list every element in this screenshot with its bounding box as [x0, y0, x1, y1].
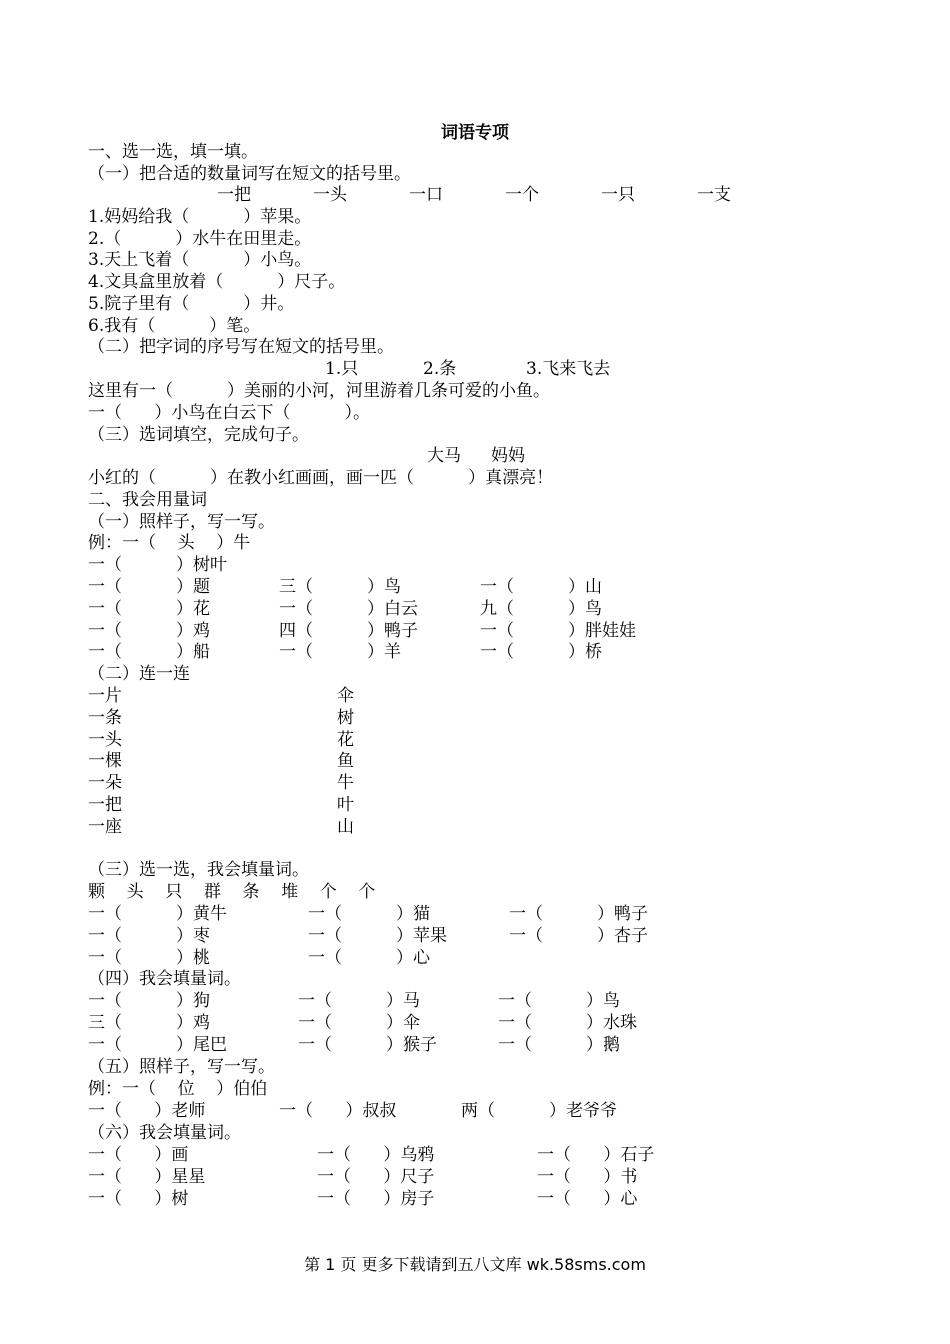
- fill-item: 两（ ）老爷爷: [461, 1101, 618, 1121]
- option-word: 一只: [601, 185, 635, 205]
- question-line: 6.我有（ ）笔。: [88, 316, 261, 336]
- match-left-item: 一朵: [88, 773, 122, 793]
- fill-item: 一（ ）桃: [88, 948, 211, 968]
- question-line: 一（ ）树叶: [88, 555, 228, 575]
- fill-item: 一（ ）星星: [88, 1167, 206, 1187]
- fill-item: 一（ ）羊: [279, 642, 402, 662]
- subsection-heading: （一）照样子，写一写。: [88, 512, 275, 532]
- fill-item: 一（ ）鸟: [498, 991, 621, 1011]
- subsection-heading: （五）照样子，写一写。: [88, 1057, 275, 1077]
- match-right-item: 伞: [337, 686, 354, 706]
- fill-item: 一（ ）叔叔: [279, 1101, 397, 1121]
- match-left-item: 一棵: [88, 751, 122, 771]
- fill-item: 一（ ）猫: [308, 904, 431, 924]
- question-line: 这里有一（ ）美丽的小河，河里游着几条可爱的小鱼。: [88, 381, 551, 401]
- fill-item: 一（ ）山: [480, 577, 603, 597]
- fill-item: 一（ ）画: [88, 1145, 189, 1165]
- subsection-heading: （四）我会填量词。: [88, 969, 241, 989]
- fill-item: 一（ ）鸭子: [509, 904, 649, 924]
- question-line: 1.妈妈给我（ ）苹果。: [88, 207, 312, 227]
- match-right-item: 树: [337, 708, 354, 728]
- match-left-item: 一头: [88, 730, 122, 750]
- fill-item: 一（ ）黄牛: [88, 904, 228, 924]
- fill-item: 一（ ）石子: [537, 1145, 655, 1165]
- fill-item: 四（ ）鸭子: [279, 621, 419, 641]
- fill-item: 一（ ）心: [537, 1189, 638, 1209]
- subsection-heading: （二）连一连: [88, 664, 190, 684]
- option-word: 一口: [409, 185, 443, 205]
- subsection-heading: （三）选一选，我会填量词。: [88, 860, 309, 880]
- option-word: 一支: [697, 185, 731, 205]
- fill-item: 一（ ）题: [88, 577, 211, 597]
- match-left-item: 一座: [88, 817, 122, 837]
- match-right-item: 牛: [337, 773, 354, 793]
- fill-item: 三（ ）鸟: [279, 577, 402, 597]
- fill-item: 一（ ）狗: [88, 991, 211, 1011]
- section-heading-1: 一、选一选，填一填。: [88, 142, 258, 162]
- fill-item: 一（ ）花: [88, 599, 211, 619]
- subsection-heading: （一）把合适的数量词写在短文的括号里。: [88, 164, 411, 184]
- fill-item: 一（ ）苹果: [308, 926, 448, 946]
- option-word: 一头: [313, 185, 347, 205]
- subsection-heading: （六）我会填量词。: [88, 1123, 241, 1143]
- match-left-item: 一片: [88, 686, 122, 706]
- option-word: 一把: [217, 185, 251, 205]
- fill-item: 一（ ）心: [308, 948, 431, 968]
- match-right-item: 山: [337, 817, 354, 837]
- question-line: 3.天上飞着（ ）小鸟。: [88, 250, 312, 270]
- option-word: 妈妈: [491, 446, 525, 466]
- option-word: 大马: [427, 446, 461, 466]
- fill-item: 一（ ）胖娃娃: [480, 621, 637, 641]
- example-line: 例：一（ 头 ）牛: [88, 533, 251, 553]
- fill-item: 一（ ）尺子: [317, 1167, 435, 1187]
- question-line: 小红的（ ）在教小红画画，画一匹（ ）真漂亮！: [88, 468, 554, 488]
- fill-item: 一（ ）猴子: [298, 1035, 438, 1055]
- fill-item: 一（ ）伞: [298, 1013, 421, 1033]
- option-word: 一个: [505, 185, 539, 205]
- fill-item: 一（ ）枣: [88, 926, 211, 946]
- fill-item: 一（ ）马: [298, 991, 421, 1011]
- question-line: 5.院子里有（ ）井。: [88, 294, 295, 314]
- subsection-heading: （三）选词填空，完成句子。: [88, 425, 309, 445]
- match-left-item: 一条: [88, 708, 122, 728]
- fill-item: 一（ ）鸡: [88, 621, 211, 641]
- subsection-heading: （二）把字词的序号写在短文的括号里。: [88, 337, 394, 357]
- word-bank: 颗 头 只 群 条 堆 个 个: [88, 882, 376, 902]
- fill-item: 一（ ）水珠: [498, 1013, 638, 1033]
- question-line: 一（ ）小鸟在白云下（ ）。: [88, 403, 370, 423]
- fill-item: 一（ ）书: [537, 1167, 638, 1187]
- option-word: 3.飞来飞去: [526, 359, 611, 379]
- fill-item: 一（ ）树: [88, 1189, 189, 1209]
- fill-item: 一（ ）船: [88, 642, 211, 662]
- fill-item: 九（ ）鸟: [480, 599, 603, 619]
- option-word: 1.只: [325, 359, 359, 379]
- fill-item: 一（ ）白云: [279, 599, 419, 619]
- fill-item: 一（ ）房子: [317, 1189, 435, 1209]
- fill-item: 三（ ）鸡: [88, 1013, 211, 1033]
- match-right-item: 叶: [337, 795, 354, 815]
- question-line: 2.（ ）水牛在田里走。: [88, 229, 312, 249]
- match-right-item: 鱼: [337, 751, 354, 771]
- fill-item: 一（ ）杏子: [509, 926, 649, 946]
- fill-item: 一（ ）乌鸦: [317, 1145, 435, 1165]
- option-word: 2.条: [423, 359, 457, 379]
- example-line: 例：一（ 位 ）伯伯: [88, 1079, 268, 1099]
- section-heading-2: 二、我会用量词: [88, 490, 207, 510]
- fill-item: 一（ ）老师: [88, 1101, 206, 1121]
- match-right-item: 花: [337, 730, 354, 750]
- page-title: 词语专项: [441, 123, 509, 143]
- page-footer: 第 1 页 更多下载请到五八文库 wk.58sms.com: [304, 1255, 646, 1274]
- match-left-item: 一把: [88, 795, 122, 815]
- fill-item: 一（ ）桥: [480, 642, 603, 662]
- fill-item: 一（ ）鹅: [498, 1035, 621, 1055]
- question-line: 4.文具盒里放着（ ）尺子。: [88, 272, 346, 292]
- fill-item: 一（ ）尾巴: [88, 1035, 228, 1055]
